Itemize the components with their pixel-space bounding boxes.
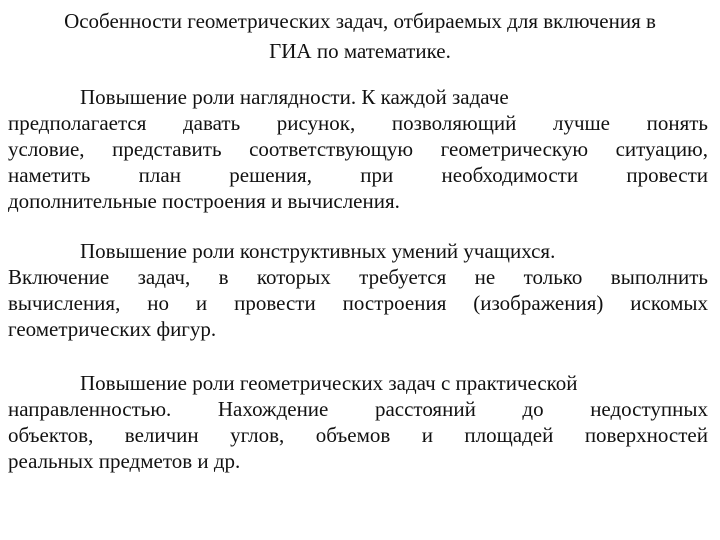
paragraph-line: Повышение роли геометрических задач с практической xyxy=(80,371,578,395)
paragraph-line: Повышение роли конструктивных умений учащихся. xyxy=(80,239,556,263)
document-title xyxy=(20,6,700,66)
paragraph-line: наметить план решения, при необходимости провести xyxy=(8,163,708,187)
paragraph-line: Включение задач, в которых требуется не только выполнить xyxy=(8,265,708,289)
paragraph-line: реальных предметов и др. xyxy=(8,449,241,473)
title-line-1: Особенности геометрических задач, отбираемых для включения в xyxy=(64,9,656,33)
paragraph-line: предполагается давать рисунок, позволяющий лучше понять xyxy=(8,111,708,135)
paragraph-line: дополнительные построения и вычисления. xyxy=(8,189,400,213)
paragraph-visual-clarity xyxy=(8,84,708,214)
paragraph-practical-tasks xyxy=(8,370,708,474)
paragraph-constructive-skills xyxy=(8,238,708,342)
paragraph-line: Повышение роли наглядности. К каждой задаче xyxy=(80,85,509,109)
title-line-2: ГИА по математике. xyxy=(269,39,451,63)
paragraph-line: направленностью. Нахождение расстояний до недоступных xyxy=(8,397,708,421)
paragraph-line: объектов, величин углов, объемов и площадей поверхностей xyxy=(8,423,708,447)
paragraph-line: вычисления, но и провести построения (изображения) искомых xyxy=(8,291,708,315)
paragraph-line: условие, представить соответствующую геометрическую ситуацию, xyxy=(8,137,708,161)
paragraph-line: геометрических фигур. xyxy=(8,317,217,341)
